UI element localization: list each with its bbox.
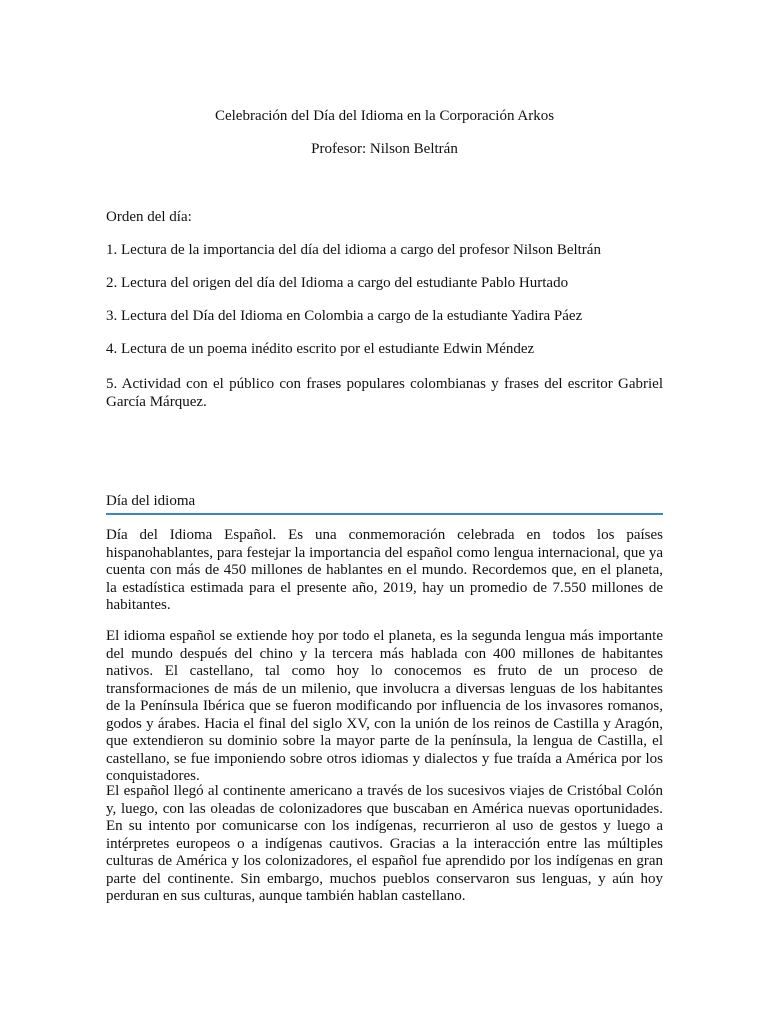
body-paragraph: El idioma español se extiende hoy por todo el planeta, es la segunda lengua más importante del mundo después del chino y la tercera más hablada con 400 millones de habitantes nativos. El castellano, tal como hoy lo conocemos es fruto de un proceso de transformaciones de más de un milenio, que involucra a diversas lenguas de los habitantes de la Península Ibérica que se fueron modificando por influencia de los invasores romanos, godos y árabes. Hacia el final del siglo XV, con la unión de los reinos de Castilla y Aragón, que extendieron su dominio sobre la mayor parte de la península, la lengua de Castilla, el castellano, se fue imponiendo sobre otros idiomas y dialectos y fue traída a América por los conquistadores. — [106, 628, 663, 784]
section-heading: Día del idioma — [106, 492, 663, 515]
document-page — [106, 0, 663, 1024]
body-paragraph: Día del Idioma Español. Es una conmemoración celebrada en todos los países hispanohablantes, para festejar la importancia del español como lengua internacional, que ya cuenta con más de 450 millones de hablantes en el mundo. Recordemos que, en el planeta, la estadística estimada para el presente año, 2019, hay un promedio de 7.550 millones de habitantes. — [106, 527, 663, 613]
agenda-item: 3. Lectura del Día del Idioma en Colombia a cargo de la estudiante Yadira Páez — [106, 308, 583, 324]
agenda-label: Orden del día: — [106, 209, 192, 225]
agenda-item: 5. Actividad con el público con frases populares colombianas y frases del escritor Gabriel García Márquez. — [106, 376, 663, 410]
agenda-item: 4. Lectura de un poema inédito escrito por el estudiante Edwin Méndez — [106, 341, 535, 357]
agenda-item: 1. Lectura de la importancia del día del idioma a cargo del profesor Nilson Beltrán — [106, 242, 601, 258]
agenda-item: 2. Lectura del origen del día del Idioma a cargo del estudiante Pablo Hurtado — [106, 275, 569, 291]
document-title: Celebración del Día del Idioma en la Corporación Arkos — [214, 108, 555, 124]
body-paragraph: El español llegó al continente americano a través de los sucesivos viajes de Cristóbal Colón y, luego, con las oleadas de colonizadores que buscaban en América nuevas oportunidades. En su intento por comunicarse con los indígenas, recurrieron al uso de gestos y luego a intérpretes europeos o a indígenas cautivos. Gracias a la interacción entre las múltiples culturas de América y los colonizadores, el español fue aprendido por los indígenas en gran parte del continente. Sin embargo, muchos pueblos conservaron sus lenguas, y aún hoy perduran en sus culturas, aunque también hablan castellano. — [106, 783, 663, 904]
document-subtitle: Profesor: Nilson Beltrán — [311, 141, 458, 157]
